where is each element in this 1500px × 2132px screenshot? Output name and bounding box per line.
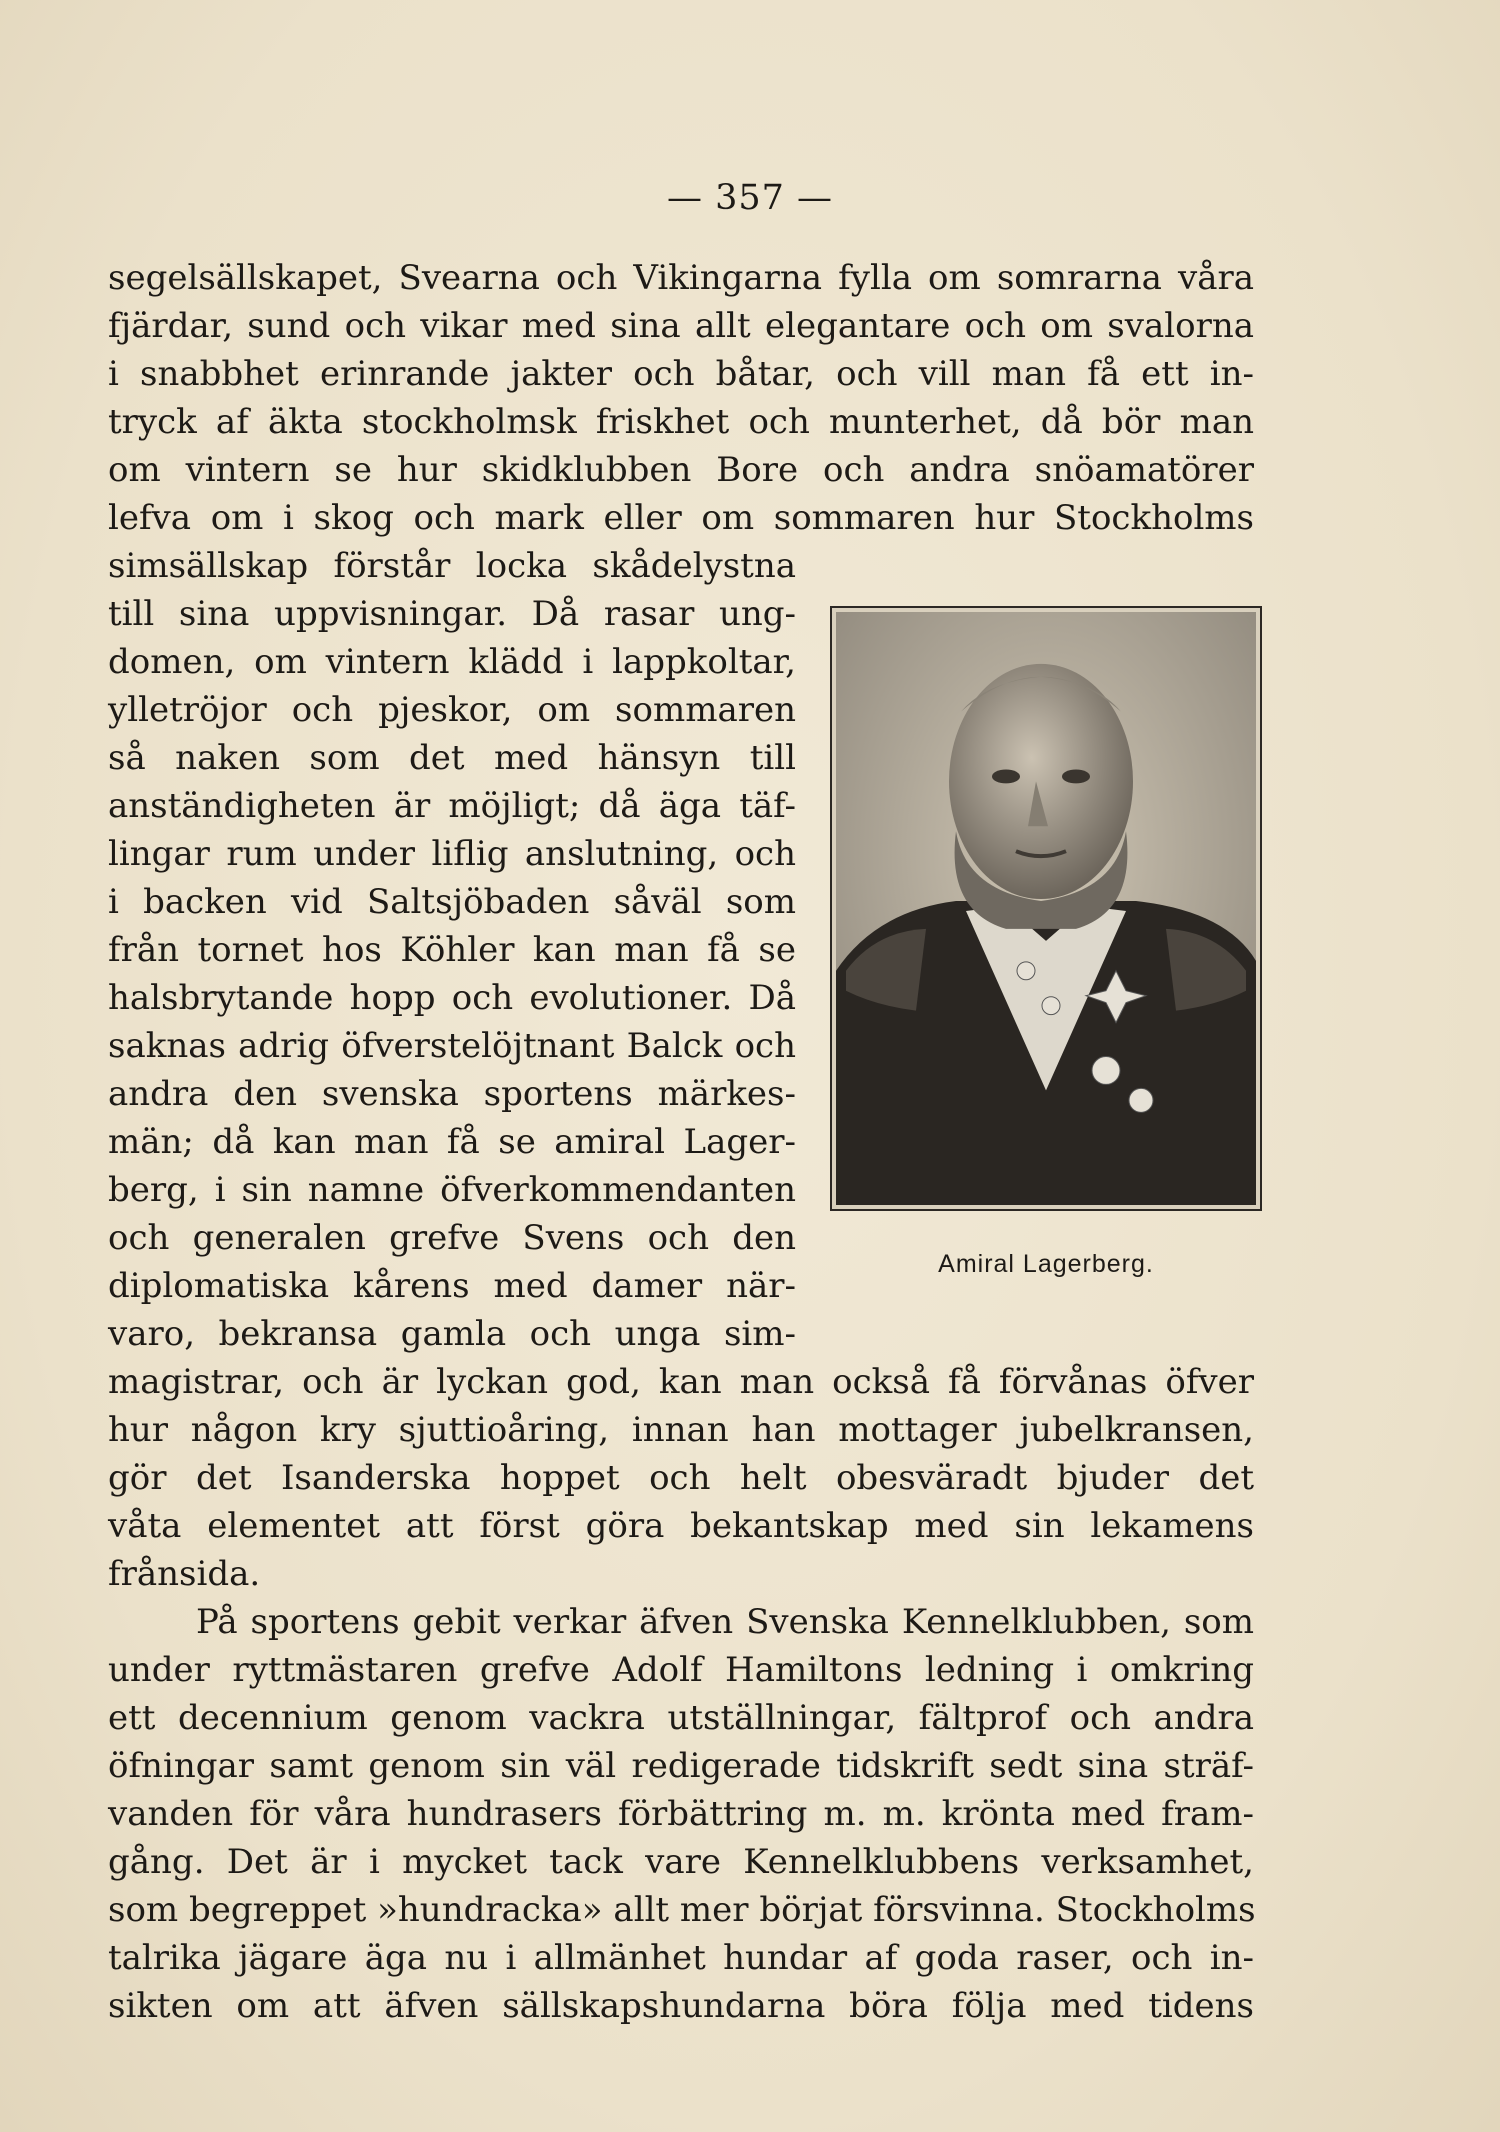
text-line: anständigheten är möjligt; då äga täf- (108, 786, 796, 826)
text-line: i snabbhet erinrande jakter och båtar, och vill man få ett in- (108, 354, 1254, 394)
text-line: våta elementet att först göra bekantskap med sin lekamens (108, 1506, 1254, 1546)
text-line: berg, i sin namne öfverkommendanten (108, 1170, 796, 1210)
text-line: talrika jägare äga nu i allmänhet hundar af goda raser, och in- (108, 1938, 1254, 1978)
text-line: tryck af äkta stockholmsk friskhet och munterhet, då bör man (108, 402, 1254, 442)
portrait-illustration (836, 612, 1256, 1205)
text-line: fjärdar, sund och vikar med sina allt elegantare och om svalorna (108, 306, 1254, 346)
text-line: simsällskap förstår locka skådelystna (108, 546, 796, 586)
text-line: frånsida. (108, 1554, 261, 1594)
text-line: sikten om att äfven sällskapshundarna böra följa med tidens (108, 1986, 1254, 2026)
text-line: andra den svenska sportens märkes- (108, 1074, 796, 1114)
text-line: magistrar, och är lyckan god, kan man också få förvånas öfver (108, 1362, 1254, 1402)
text-line: i backen vid Saltsjöbaden såväl som (108, 882, 796, 922)
text-line: domen, om vintern klädd i lappkoltar, (108, 642, 796, 682)
text-line: om vintern se hur skidklubben Bore och andra snöamatörer (108, 450, 1254, 490)
page-number: — 357 — (666, 178, 834, 218)
portrait-photo (830, 606, 1262, 1211)
text-line: till sina uppvisningar. Då rasar ung- (108, 594, 796, 634)
text-line: gång. Det är i mycket tack vare Kennelklubbens verksamhet, (108, 1842, 1254, 1882)
text-line: lefva om i skog och mark eller om sommaren hur Stockholms (108, 498, 1254, 538)
text-line: som begreppet »hundracka» allt mer börjat försvinna. Stockholms (108, 1890, 1256, 1930)
text-line: öfningar samt genom sin väl redigerade tidskrift sedt sina sträf- (108, 1746, 1254, 1786)
text-line: lingar rum under liflig anslutning, och (108, 834, 796, 874)
text-line: varo, bekransa gamla och unga sim- (108, 1314, 796, 1354)
text-line: och generalen grefve Svens och den (108, 1218, 796, 1258)
text-line: gör det Isanderska hoppet och helt obesväradt bjuder det (108, 1458, 1254, 1498)
text-line: ylletröjor och pjeskor, om sommaren (108, 690, 796, 730)
text-line: vanden för våra hundrasers förbättring m. m. krönta med fram- (108, 1794, 1254, 1834)
text-line: så naken som det med hänsyn till (108, 738, 796, 778)
text-line: halsbrytande hopp och evolutioner. Då (108, 978, 796, 1018)
portrait-caption: Amiral Lagerberg. (938, 1250, 1154, 1278)
text-line: diplomatiska kårens med damer när- (108, 1266, 796, 1306)
text-line: män; då kan man få se amiral Lager- (108, 1122, 796, 1162)
text-line: segelsällskapet, Svearna och Vikingarna fylla om somrarna våra (108, 258, 1254, 298)
text-line: från tornet hos Köhler kan man få se (108, 930, 796, 970)
text-line: ett decennium genom vackra utställningar, fältprof och andra (108, 1698, 1254, 1738)
paragraph-start-line: På sportens gebit verkar äfven Svenska Kennelklubben, som (196, 1602, 1254, 1642)
text-line: under ryttmästaren grefve Adolf Hamiltons ledning i omkring (108, 1650, 1254, 1690)
text-line: saknas adrig öfverstelöjtnant Balck och (108, 1026, 796, 1066)
text-line: hur någon kry sjuttioåring, innan han mottager jubelkransen, (108, 1410, 1254, 1450)
